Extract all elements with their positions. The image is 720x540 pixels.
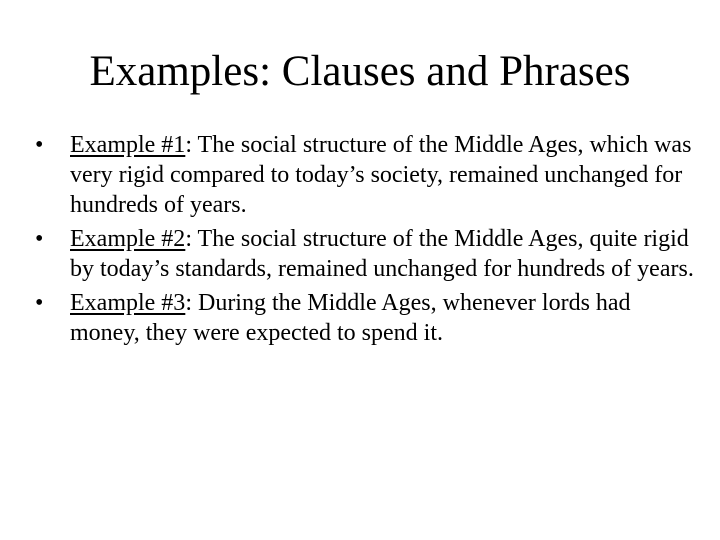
label-separator: : <box>185 290 192 316</box>
example-text: During the Middle Ages, whenever lords had money, they were expected to spend it. <box>70 290 631 346</box>
list-item-example-3 <box>0 288 720 348</box>
list-item-example-1 <box>0 130 720 220</box>
label-separator: : <box>185 226 192 252</box>
bullet-icon: • <box>35 290 44 316</box>
bullet-icon: • <box>35 132 44 158</box>
list-item-example-2 <box>0 224 720 284</box>
label-separator: : <box>185 132 192 158</box>
example-text: The social structure of the Middle Ages, quite rigid by today’s standards, remained unchanged for hundreds of years. <box>70 226 694 282</box>
example-label: Example #2 <box>70 226 186 252</box>
example-text: The social structure of the Middle Ages, which was very rigid compared to today’s society, remained unchanged for hundreds of years. <box>70 132 692 218</box>
slide-title: Examples: Clauses and Phrases <box>89 48 631 95</box>
example-label: Example #3 <box>70 290 186 316</box>
bullet-list <box>0 130 720 352</box>
example-label: Example #1 <box>70 132 186 158</box>
bullet-icon: • <box>35 226 44 252</box>
